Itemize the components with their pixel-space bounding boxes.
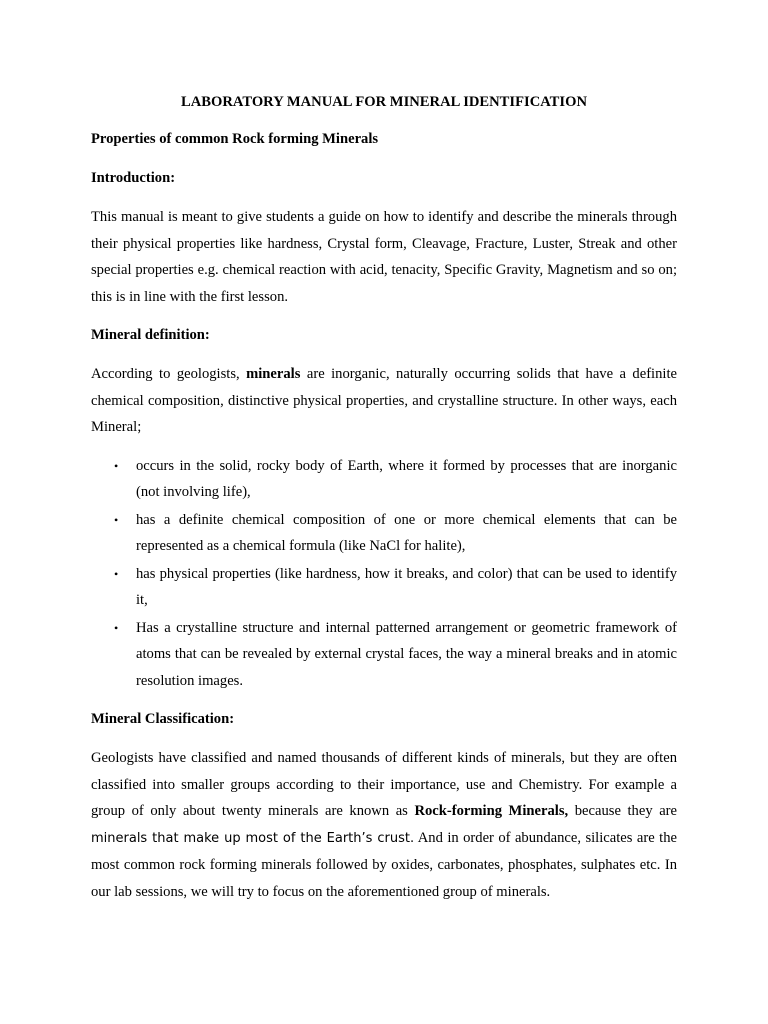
list-item — [91, 453, 677, 506]
definition-bullet-list — [91, 453, 677, 695]
list-item-text: has a definite chemical composition of one or more chemical elements that can be represented as a chemical formula (like NaCl for halite), — [136, 511, 677, 554]
list-item-text: Has a crystalline structure and internal patterned arrangement or geometric framework of atoms that can be revealed by external crystal faces, the way a mineral breaks and in atomic resolution images. — [136, 619, 677, 689]
list-item — [91, 561, 677, 614]
classification-text-1: Geologists have classified and named thousands of different kinds of minerals, but they are often classified into smaller groups according to their importance, use and Chemistry. For example a group of only about twenty minerals are known as — [91, 750, 677, 819]
classification-sans-text: minerals that make up most of the Earth’s crust. — [91, 830, 415, 846]
list-item-text: occurs in the solid, rocky body of Earth, where it formed by processes that are inorganic (not involving life), — [136, 457, 677, 500]
definition-heading: Mineral definition: — [91, 327, 210, 343]
classification-text-3: And in order of abundance, silicates are the most common rock forming minerals followed by oxides, carbonates, phosphates, sulphates etc. In our lab sessions, we will try to focus on the aforementioned group of minerals. — [91, 829, 677, 900]
classification-text-2: because they are — [568, 803, 678, 819]
definition-text-after: are inorganic, naturally occurring solids that have a definite chemical composition, distinctive physical properties, and crystalline structure. In other ways, each Mineral; — [91, 366, 677, 435]
classification-bold-term: Rock-forming Minerals, — [414, 803, 569, 819]
document-subtitle: Properties of common Rock forming Minerals — [91, 131, 379, 147]
classification-paragraph — [91, 745, 677, 905]
introduction-paragraph: This manual is meant to give students a guide on how to identify and describe the minerals through their physical properties like hardness, Crystal form, Cleavage, Fracture, Luster, Streak and other special properties e.g. chemical reaction with acid, tenacity, Specific Gravity, Magnetism and so on; this is in line with the first lesson. — [91, 209, 677, 305]
introduction-heading: Introduction: — [91, 170, 176, 186]
bullet-icon: • — [114, 458, 119, 473]
document-page — [91, 92, 677, 917]
list-item — [91, 507, 677, 560]
list-item — [91, 615, 677, 695]
classification-heading: Mineral Classification: — [91, 711, 235, 727]
definition-text-before: According to geologists, — [91, 366, 247, 382]
definition-bold-term: minerals — [246, 366, 301, 382]
document-title: LABORATORY MANUAL FOR MINERAL IDENTIFICATION — [181, 94, 587, 110]
list-item-text: has physical properties (like hardness, how it breaks, and color) that can be used to identify it, — [136, 565, 677, 608]
bullet-icon: • — [114, 512, 119, 527]
bullet-icon: • — [114, 566, 119, 581]
bullet-icon: • — [114, 620, 119, 635]
definition-paragraph — [91, 361, 677, 441]
